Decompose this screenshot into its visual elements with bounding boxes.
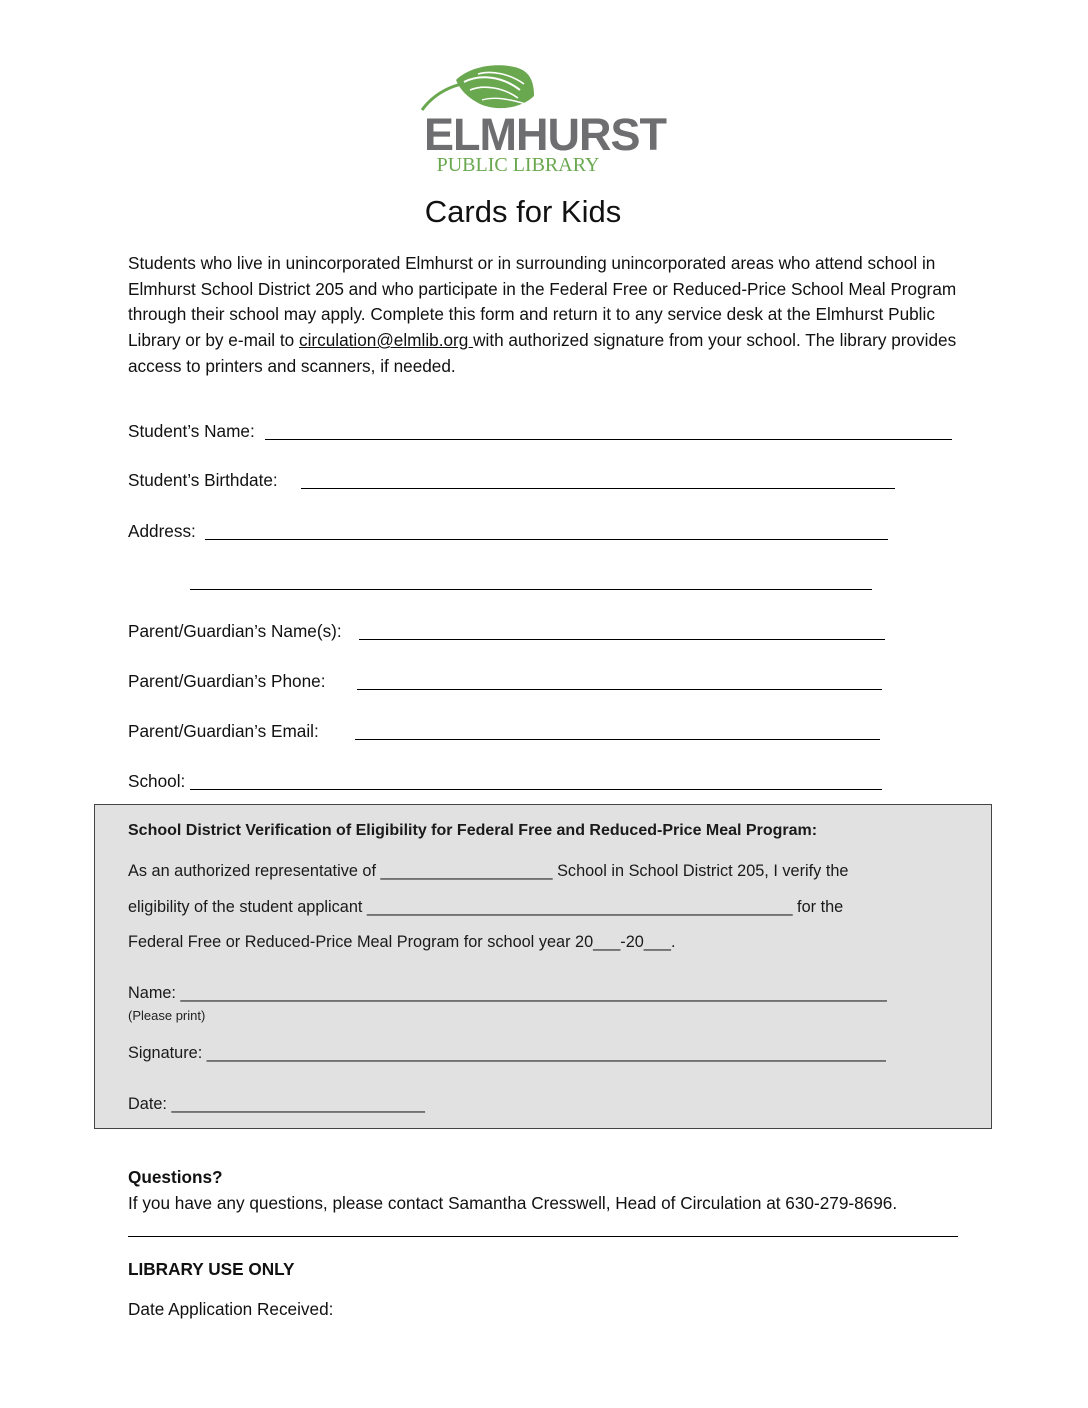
intro-paragraph (128, 251, 958, 380)
date-received-label: Date Application Received: (128, 1299, 334, 1319)
student-birthdate-field[interactable] (301, 488, 895, 489)
address-field-line1[interactable] (205, 539, 888, 540)
address-field-line2[interactable] (190, 589, 872, 590)
verification-date-field[interactable]: Date: ____________________________ (128, 1095, 425, 1113)
verification-box (94, 804, 992, 1129)
school-field[interactable] (190, 789, 882, 790)
parent-phone-field[interactable] (357, 689, 882, 690)
verification-heading: School District Verification of Eligibility for Federal Free and Reduced-Price Meal Program: (128, 822, 818, 839)
page-title: Cards for Kids (424, 194, 622, 229)
intro-text-before: Students who live in unincorporated Elmhurst or in surrounding unincorporated areas who attend school in Elmhurst School District 205 and who participate in the Federal Free or Reduced-Price School Meal Program through their school may apply. Complete this form and return it to any service desk at the Elmhurst Public Library or by e-mail to (128, 253, 957, 351)
parent-name-label: Parent/Guardian’s Name(s): (128, 621, 342, 641)
verification-line-3: Federal Free or Reduced-Price Meal Program for school year 20___-20___. (128, 933, 676, 951)
school-label: School: (128, 771, 186, 791)
parent-name-field[interactable] (359, 639, 885, 640)
intro-text-after: with authorized signature from your school. The library provides access to printers and scanners, if needed. (128, 330, 957, 376)
section-divider (128, 1236, 958, 1237)
verification-name-hint: (Please print) (128, 1008, 206, 1023)
student-name-label: Student’s Name: (128, 421, 255, 441)
library-logo (418, 60, 672, 178)
parent-email-label: Parent/Guardian’s Email: (128, 721, 319, 741)
parent-phone-label: Parent/Guardian’s Phone: (128, 671, 326, 691)
logo-wordmark: ELMHURST (424, 109, 666, 160)
parent-email-field[interactable] (355, 739, 880, 740)
student-birthdate-label: Student’s Birthdate: (128, 470, 278, 490)
logo-subtitle: PUBLIC LIBRARY (436, 154, 600, 176)
verification-line-1: As an authorized representative of ___________________ School in School District 205, I verify the (128, 862, 849, 880)
verification-name-field[interactable]: Name: ______________________________________________________________________________ (128, 984, 887, 1002)
address-label: Address: (128, 521, 196, 541)
questions-heading: Questions? (128, 1167, 223, 1187)
student-name-field[interactable] (265, 439, 952, 440)
questions-text: If you have any questions, please contact Samantha Cresswell, Head of Circulation at 630-279-8696. (128, 1193, 898, 1213)
verification-signature-field[interactable]: Signature: ___________________________________________________________________________ (128, 1044, 886, 1062)
circulation-email-link[interactable]: circulation@elmlib.org (298, 330, 474, 351)
library-use-heading: LIBRARY USE ONLY (128, 1259, 295, 1279)
verification-line-2: eligibility of the student applicant _______________________________________________ for the (128, 898, 844, 916)
